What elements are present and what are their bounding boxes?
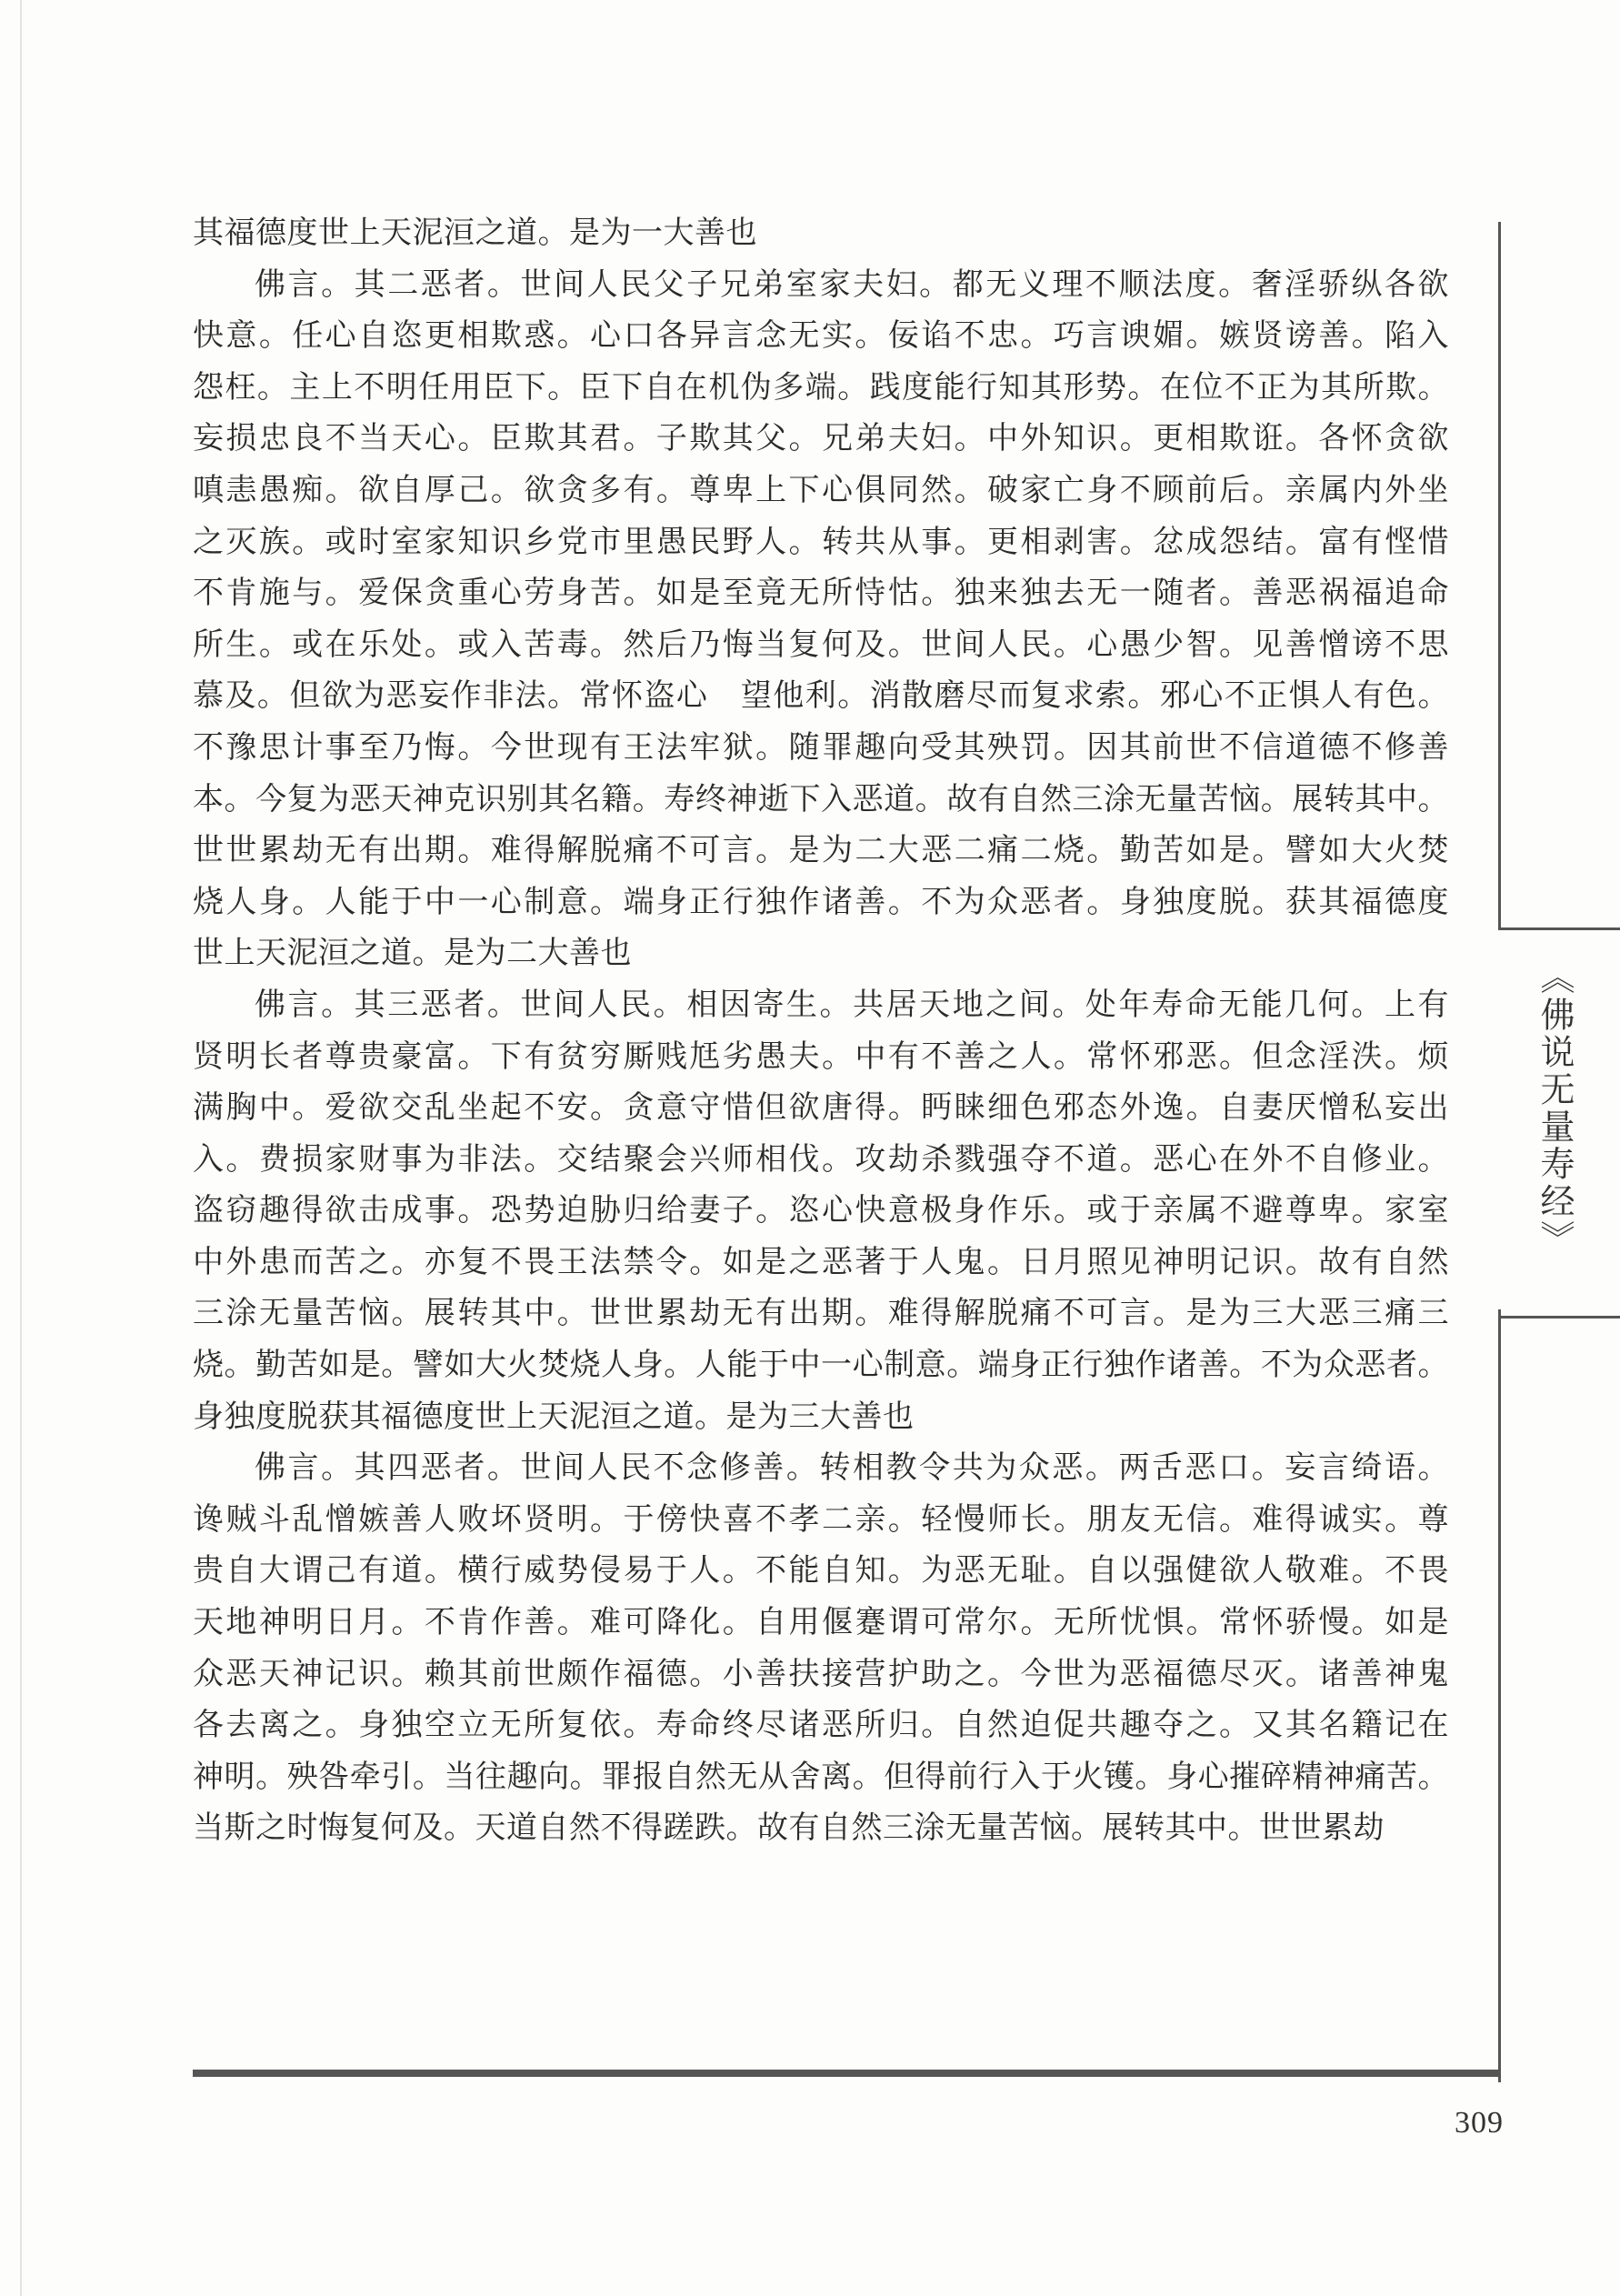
text-line: 怨枉。主上不明任用臣下。臣下自在机伪多端。践度能行知其形势。在位不正为其所欺。 bbox=[193, 368, 1449, 406]
text-line: 烧。勤苦如是。譬如大火焚烧人身。人能于中一心制意。端身正行独作诸善。不为众恶者。 bbox=[193, 1347, 1449, 1384]
text-line: 其福德度世上天泥洹之道。是为一大善也 bbox=[193, 215, 757, 251]
text-line: 神明。殃咎牵引。当往趣向。罪报自然无从舍离。但得前行入于火镬。身心摧碎精神痛苦。 bbox=[193, 1758, 1449, 1795]
text-line: 嗔恚愚痴。欲自厚己。欲贪多有。尊卑上下心俱同然。破家亡身不顾前后。亲属内外坐 bbox=[193, 471, 1449, 508]
text-line: 所生。或在乐处。或入苦毒。然后乃悔当复何及。世间人民。心愚少智。见善憎谤不思 bbox=[193, 626, 1449, 663]
margin-rule-bottom bbox=[1498, 1309, 1501, 2082]
paragraph bbox=[193, 207, 1449, 259]
text-line: 当斯之时悔复何及。天道自然不得蹉跌。故有自然三涂无量苦恼。展转其中。世世累劫 bbox=[193, 1810, 1385, 1847]
text-line: 佛言。其四恶者。世间人民不念修善。转相教令共为众恶。两舌恶口。妄言绮语。 bbox=[255, 1449, 1449, 1487]
text-line: 之灭族。或时室家知识乡党市里愚民野人。转共从事。更相剥害。忿成怨结。富有悭惜 bbox=[193, 523, 1449, 560]
text-line: 三涂无量苦恼。展转其中。世世累劫无有出期。难得解脱痛不可言。是为三大恶三痛三 bbox=[193, 1295, 1449, 1332]
paragraph bbox=[193, 979, 1449, 1442]
text-line: 佛言。其三恶者。世间人民。相因寄生。共居天地之间。处年寿命无能几何。上有 bbox=[255, 986, 1449, 1023]
page-number: 309 bbox=[1455, 2106, 1504, 2140]
text-line: 贤明长者尊贵豪富。下有贫穷厮贱尪劣愚夫。中有不善之人。常怀邪恶。但念淫泆。烦 bbox=[193, 1038, 1449, 1075]
side-title: 《佛说无量寿经》 bbox=[1535, 959, 1575, 1258]
text-line: 身独度脱获其福德度世上天泥洹之道。是为三大善也 bbox=[193, 1398, 915, 1435]
paragraph bbox=[193, 1442, 1449, 1854]
text-line: 不肯施与。爱保贪重心劳身苦。如是至竟无所恃怙。独来独去无一随者。善恶祸福追命 bbox=[193, 575, 1449, 612]
text-line: 妄损忠良不当天心。臣欺其君。子欺其父。兄弟夫妇。中外知识。更相欺诳。各怀贪欲 bbox=[193, 420, 1449, 457]
footer-rule bbox=[193, 2070, 1500, 2077]
paragraph bbox=[193, 259, 1449, 979]
text-line: 世世累劫无有出期。难得解脱痛不可言。是为二大恶二痛二烧。勤苦如是。譬如大火焚 bbox=[193, 832, 1449, 869]
text-line: 快意。任心自恣更相欺惑。心口各异言念无实。佞谄不忠。巧言谀媚。嫉贤谤善。陷入 bbox=[193, 317, 1449, 355]
text-line: 烧人身。人能于中一心制意。端身正行独作诸善。不为众恶者。身独度脱。获其福德度 bbox=[193, 883, 1449, 920]
text-line: 众恶天神记识。赖其前世颇作福德。小善扶接营护助之。今世为恶福德尽灭。诸善神鬼 bbox=[193, 1655, 1449, 1692]
text-line: 入。费损家财事为非法。交结聚会兴师相伐。攻劫杀戮强夺不道。恶心在外不自修业。 bbox=[193, 1140, 1449, 1178]
text-line: 贵自大谓己有道。横行威势侵易于人。不能自知。为恶无耻。自以强健欲人敬难。不畏 bbox=[193, 1552, 1449, 1589]
text-line: 盗窃趣得欲击成事。恐势迫胁归给妻子。恣心快意极身作乐。或于亲属不避尊卑。家室 bbox=[193, 1192, 1449, 1229]
text-line: 世上天泥洹之道。是为二大善也 bbox=[193, 935, 632, 972]
text-line: 各去离之。身独空立无所复依。寿命终尽诸恶所归。自然迫促共趣夺之。又其名籍记在 bbox=[193, 1707, 1449, 1744]
text-line: 谗贼斗乱憎嫉善人败坏贤明。于傍快喜不孝二亲。轻慢师长。朋友无信。难得诚实。尊 bbox=[193, 1500, 1449, 1538]
text-line: 本。今复为恶天神克识别其名籍。寿终神逝下入恶道。故有自然三涂无量苦恼。展转其中。 bbox=[193, 780, 1449, 817]
text-line: 天地神明日月。不肯作善。难可降化。自用偃蹇谓可常尔。无所忧惧。常怀骄慢。如是 bbox=[193, 1604, 1449, 1641]
body-text bbox=[193, 207, 1449, 1854]
text-line: 不豫思计事至乃悔。今世现有王法牢狱。随罪趣向受其殃罚。因其前世不信道德不修善 bbox=[193, 728, 1449, 766]
text-line: 慕及。但欲为恶妄作非法。常怀盗心 望他利。消散磨尽而复求索。邪心不正惧人有色。 bbox=[193, 677, 1449, 715]
scan-edge bbox=[20, 0, 22, 2296]
text-line: 满胸中。爱欲交乱坐起不安。贪意守惜但欲唐得。眄睐细色邪态外逸。自妻厌憎私妄出 bbox=[193, 1089, 1449, 1127]
text-line: 佛言。其二恶者。世间人民父子兄弟室家夫妇。都无义理不顺法度。奢淫骄纵各欲 bbox=[255, 266, 1449, 303]
text-line: 中外患而苦之。亦复不畏王法禁令。如是之恶著于人鬼。日月照见神明记识。故有自然 bbox=[193, 1243, 1449, 1280]
